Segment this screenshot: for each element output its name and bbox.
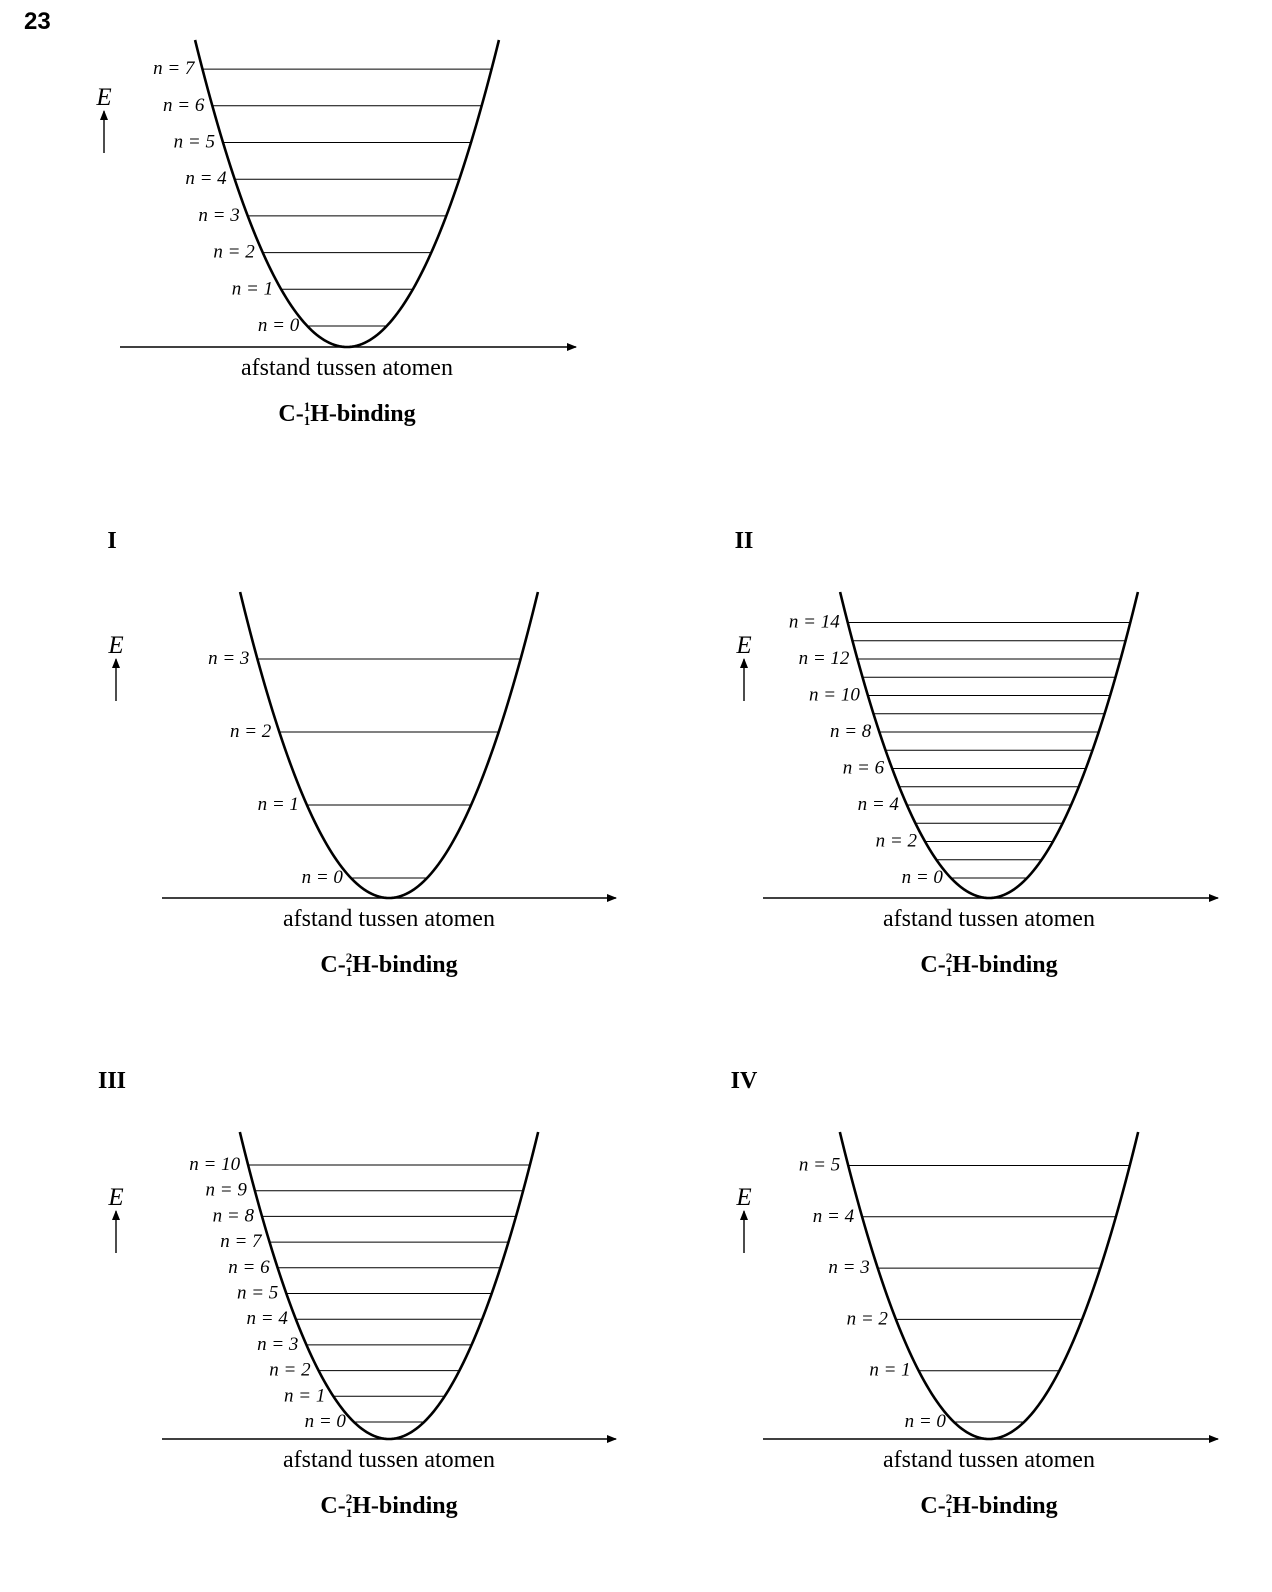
energy-level-label: n = 0 (901, 867, 943, 888)
energy-level-label: n = 5 (236, 1282, 279, 1304)
energy-label: E (108, 1184, 124, 1211)
figure-iv (731, 1068, 1218, 1520)
figure-reference (95, 40, 576, 428)
energy-level-label: n = 0 (904, 1411, 946, 1432)
energy-level-label: n = 0 (304, 1411, 346, 1432)
axis-label: afstand tussen atomen (241, 355, 453, 381)
potential-curve (195, 40, 499, 347)
energy-level-label: n = 4 (812, 1205, 855, 1227)
atomic-number: 1 (345, 964, 353, 979)
energy-level-label: n = 6 (842, 757, 885, 779)
atomic-number: 1 (945, 1505, 953, 1520)
figure-numeral: IV (730, 1068, 758, 1094)
energy-level-label: n = 7 (220, 1231, 262, 1253)
energy-level-label: n = 2 (229, 721, 272, 742)
mass-number: 2 (345, 950, 353, 965)
bond-prefix: C- (320, 1493, 346, 1519)
bond-caption (278, 399, 415, 428)
energy-level-label: n = 2 (875, 830, 918, 852)
energy-label: E (108, 632, 124, 659)
energy-level-label: n = 0 (257, 315, 300, 336)
bond-caption (320, 1491, 457, 1520)
figure-numeral: III (97, 1068, 127, 1094)
energy-level-label: n = 2 (269, 1359, 311, 1381)
energy-level-label: n = 1 (231, 278, 274, 300)
potential-curve (840, 1132, 1138, 1439)
figure-iii (98, 1068, 616, 1520)
energy-level-label: n = 4 (246, 1308, 288, 1330)
axis-label: afstand tussen atomen (283, 1447, 495, 1473)
mass-number: 2 (945, 950, 953, 965)
energy-level-label: n = 3 (257, 1333, 299, 1355)
energy-level-label: n = 6 (228, 1256, 270, 1278)
atomic-number: 1 (303, 413, 311, 428)
energy-level-label: n = 1 (257, 794, 299, 815)
energy-label: E (96, 84, 112, 111)
energy-label: E (736, 1184, 752, 1211)
potential-curve (840, 592, 1138, 898)
energy-level-label: n = 7 (153, 58, 195, 80)
atomic-number: 1 (345, 1505, 353, 1520)
energy-level-label: n = 5 (798, 1154, 841, 1176)
energy-level-label: n = 3 (828, 1257, 870, 1279)
figure-i (107, 528, 616, 979)
energy-level-label: n = 1 (284, 1385, 326, 1407)
bond-element: H-binding (310, 401, 416, 427)
axis-label: afstand tussen atomen (283, 906, 495, 932)
energy-level-label: n = 3 (208, 648, 250, 669)
figure-ii (735, 528, 1218, 979)
bond-caption (920, 950, 1057, 979)
bond-prefix: C- (920, 952, 946, 978)
bond-prefix: C- (320, 952, 346, 978)
figure-numeral: I (107, 528, 117, 554)
energy-level-label: n = 10 (809, 684, 860, 706)
bond-element: H-binding (952, 1493, 1058, 1519)
mass-number: 1 (303, 399, 311, 414)
bond-caption (920, 1491, 1057, 1520)
energy-level-label: n = 3 (198, 204, 240, 226)
energy-level-label: n = 14 (788, 611, 840, 633)
potential-curve (240, 592, 538, 898)
figure-numeral: II (734, 528, 754, 554)
bond-caption (320, 950, 457, 979)
energy-level-label: n = 12 (798, 648, 850, 669)
energy-level-label: n = 4 (857, 794, 899, 815)
bond-element: H-binding (352, 1493, 458, 1519)
energy-level-label: n = 5 (173, 131, 215, 153)
mass-number: 2 (945, 1491, 953, 1506)
question-number: 23 (24, 8, 51, 35)
bond-prefix: C- (920, 1493, 946, 1519)
energy-label: E (736, 632, 752, 659)
energy-level-label: n = 10 (189, 1154, 241, 1175)
bond-element: H-binding (952, 952, 1058, 978)
axis-label: afstand tussen atomen (883, 906, 1095, 932)
energy-level-label: n = 8 (829, 721, 872, 742)
mass-number: 2 (345, 1491, 353, 1506)
energy-level-label: n = 8 (212, 1205, 254, 1227)
energy-level-label: n = 0 (301, 867, 343, 888)
energy-level-label: n = 1 (869, 1359, 911, 1381)
bond-element: H-binding (352, 952, 458, 978)
energy-level-label: n = 9 (205, 1179, 247, 1201)
bond-prefix: C- (278, 401, 304, 427)
energy-level-label: n = 6 (163, 94, 205, 116)
atomic-number: 1 (945, 964, 953, 979)
axis-label: afstand tussen atomen (883, 1447, 1095, 1473)
energy-level-label: n = 4 (185, 168, 227, 190)
energy-level-label: n = 2 (846, 1308, 888, 1330)
energy-level-label: n = 2 (213, 241, 255, 263)
